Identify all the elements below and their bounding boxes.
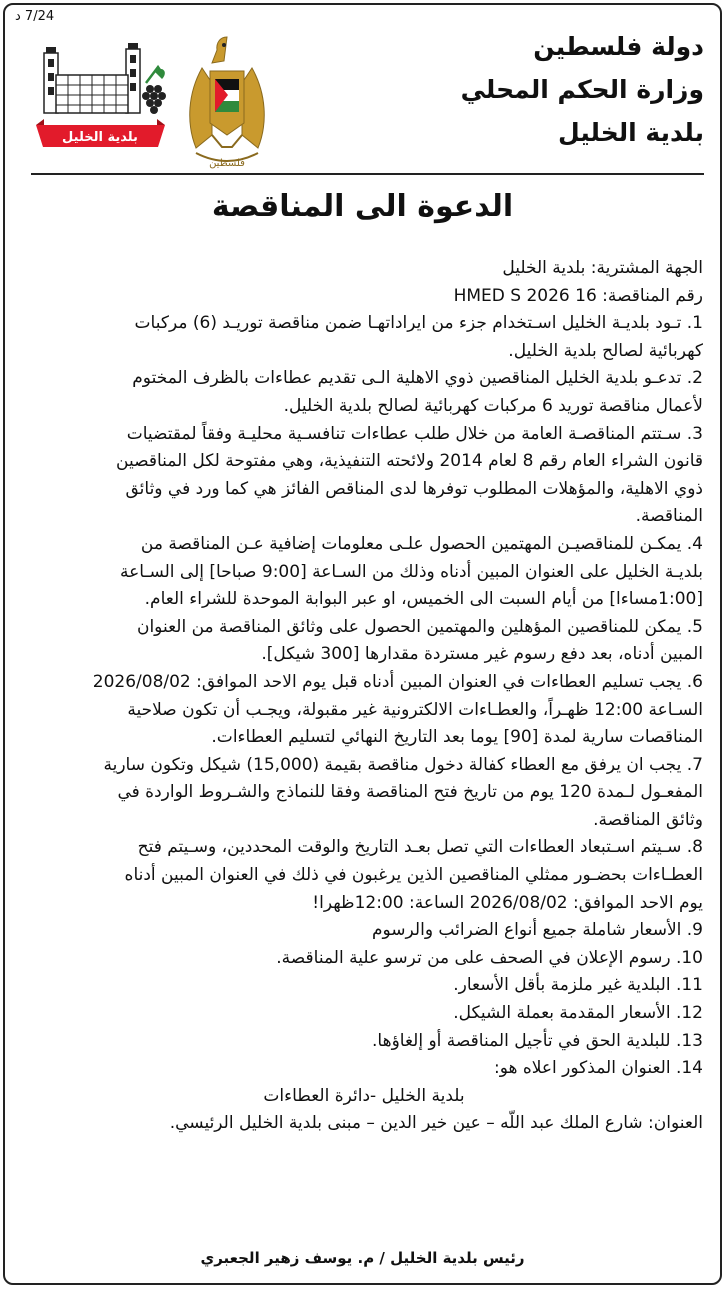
hebron-municipality-logo-icon: [32, 43, 169, 155]
body-line: وثائق المناقصة.: [593, 809, 703, 830]
notice-body: [25, 255, 703, 1138]
page-code: 7/24 د: [15, 9, 55, 24]
advertisement-frame: [3, 3, 722, 1285]
body-line: 11. البلدية غير ملزمة بأقل الأسعار.: [453, 975, 703, 996]
gov-line-municipality: بلدية الخليل: [558, 118, 704, 147]
signature: رئيس بلدية الخليل / م. يوسف زهير الجعبري: [200, 1249, 525, 1267]
body-line: 12. الأسعار المقدمة بعملة الشيكل.: [453, 1003, 703, 1024]
body-line: لأعمال مناقصة توريد 6 مركبات كهربائية لصالح بلدية الخليل.: [283, 395, 703, 416]
body-line: العطـاءات بحضـور ممثلي المناقصين الذين يرغبون في ذلك في العنوان المبين أدناه: [124, 865, 703, 886]
emblem-caption: فلسطين: [209, 158, 245, 169]
body-line: 10. رسوم الإعلان في الصحف على من ترسو علية المناقصة.: [276, 947, 703, 968]
body-line: المناقصة.: [635, 506, 703, 527]
body-line: المفعـول لـمدة 120 يوم من تاريخ فتح المناقصة وفقا للنماذج والشـروط الواردة في: [117, 782, 703, 803]
body-line: 1. تـود بلديـة الخليل اسـتخدام جزء من ايراداتهـا ضمن مناقصة توريـد (6) مركبات: [134, 313, 703, 334]
body-line: 7. يجب ان يرفق مع العطاء كفالة دخول مناقصة بقيمة (15,000) شيكل وتكون سارية: [103, 754, 703, 775]
body-line: 9. الأسعار شاملة جميع أنواع الضرائب والرسوم: [371, 920, 703, 941]
body-line: 4. يمكـن للمناقصيـن المهتمين الحصول علـى معلومات إضافية عـن المناقصة من: [140, 533, 703, 554]
body-line: كهربائية لصالح بلدية الخليل.: [508, 340, 703, 361]
body-line: 8. سـيتم اسـتبعاد العطاءات التي تصل بعـد التاريخ والوقت المحددين، وسـيتم فتح: [137, 837, 703, 858]
body-line: 2. تدعـو بلدية الخليل المناقصين ذوي الاهلية الـى تقديم عطاءات بالظرف المختوم: [132, 368, 703, 389]
body-line: 13. للبلدية الحق في تأجيل المناقصة أو إلغاؤها.: [372, 1030, 703, 1051]
body-line: بلديـة الخليل على العنوان المبين أدناه وذلك من السـاعة [9:00 صباحا] إلى السـاعة: [120, 561, 703, 582]
body-line: 5. يمكن للمناقصين المؤهلين والمهتمين الحصول على وثائق المناقصة من العنوان: [136, 616, 703, 637]
body-line: المناقصات سارية لمدة [90] يوما بعد التاريخ النهائي لتسليم العطاءات.: [211, 727, 703, 748]
body-line: العنوان: شارع الملك عبد اللّه – عين خير الدين – مبنى بلدية الخليل الرئيسي.: [169, 1113, 703, 1134]
logo-caption: بلدية الخليل: [62, 130, 138, 145]
gov-line-ministry: وزارة الحكم المحلي: [460, 75, 704, 104]
body-line: 3. سـتتم المناقصـة العامة من خلال طلب عطاءات تنافسـية محليـة وفقاً لمقتضيات: [126, 423, 703, 444]
body-line: السـاعة 12:00 ظهـراً، والعطـاءات الالكترونية غير مقبولة، ويجـب أن تكون صلاحية: [127, 699, 703, 720]
body-line: [1:00مساءا] من أيام السبت الى الخميس، او عبر البوابة الموحدة للشراء العام.: [144, 589, 703, 610]
header-divider: [31, 173, 704, 175]
body-line: 14. العنوان المذكور اعلاه هو:: [493, 1058, 703, 1079]
body-line: ذوي الاهلية، والمؤهلات المطلوب توفرها لدى المناقص الفائز هي كما ورد في وثائق: [125, 478, 703, 499]
notice-title: الدعوة الى المناقصة: [211, 189, 514, 224]
gov-line-state: دولة فلسطين: [533, 32, 704, 61]
body-line: المبين أدناه، بعد دفع رسوم غير مستردة مقدارها [300 شيكل].: [261, 644, 703, 665]
palestine-eagle-emblem-icon: [182, 23, 272, 173]
government-header: [460, 25, 704, 154]
body-line: الجهة المشترية: بلدية الخليل: [502, 258, 703, 278]
body-line: يوم الاحد الموافق: 2026/08/02 الساعة: 12:00ظهرا!: [312, 892, 703, 913]
body-line: بلدية الخليل -دائرة العطاءات: [263, 1085, 465, 1106]
body-line: 6. يجب تسليم العطاءات في العنوان المبين أدناه قبل يوم الاحد الموافق: 2026/08/02: [92, 671, 703, 692]
body-line: رقم المناقصة: HMED S 2026 16: [453, 285, 703, 306]
body-line: قانون الشراء العام رقم 8 لعام 2014 ولائحته التنفيذية، وهي مفتوحة لكل المناقصين: [116, 451, 703, 472]
